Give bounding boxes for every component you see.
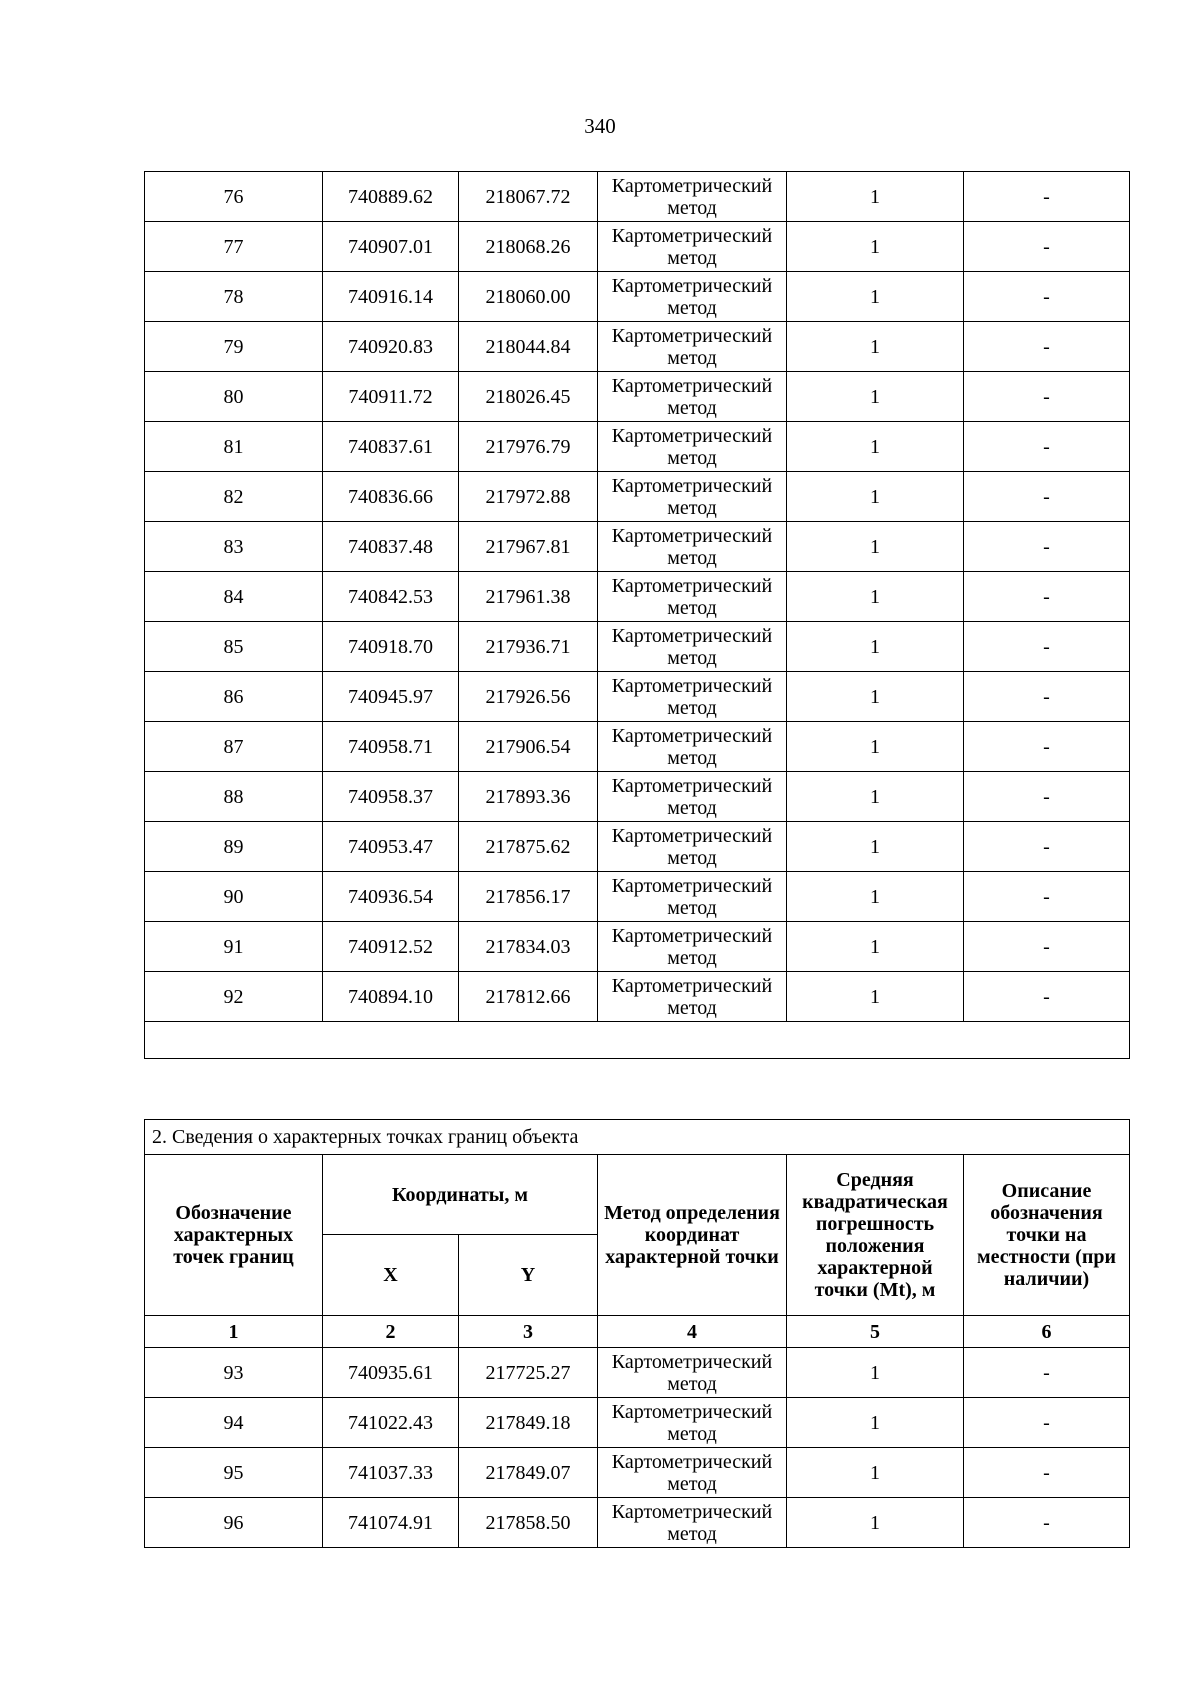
method-line: метод <box>667 296 717 319</box>
point-description: - <box>964 1348 1130 1398</box>
point-description: - <box>964 622 1130 672</box>
mean-error: 1 <box>787 272 964 322</box>
point-number: 86 <box>145 672 323 722</box>
table-row <box>145 672 1130 722</box>
point-number: 94 <box>145 1398 323 1448</box>
method-line: Картометрический <box>611 724 773 747</box>
column-number: 4 <box>598 1316 787 1348</box>
table-row <box>145 622 1130 672</box>
coordinate-x: 740958.37 <box>323 772 459 822</box>
coordinate-x: 740837.48 <box>323 522 459 572</box>
method-line: Картометрический <box>611 624 773 647</box>
coordinate-y: 217893.36 <box>459 772 598 822</box>
method <box>598 872 787 922</box>
point-number: 91 <box>145 922 323 972</box>
table-row <box>145 272 1130 322</box>
table-row <box>145 822 1130 872</box>
method-line: Картометрический <box>611 974 773 997</box>
method <box>598 522 787 572</box>
point-number: 77 <box>145 222 323 272</box>
coordinate-y: 218060.00 <box>459 272 598 322</box>
method-line: метод <box>667 696 717 719</box>
mean-error: 1 <box>787 922 964 972</box>
point-number: 96 <box>145 1498 323 1548</box>
table-row <box>145 1448 1130 1498</box>
method-line: метод <box>667 646 717 669</box>
coordinate-y: 217936.71 <box>459 622 598 672</box>
method <box>598 272 787 322</box>
method <box>598 1498 787 1548</box>
table-row <box>145 472 1130 522</box>
column-number: 2 <box>323 1316 459 1348</box>
coordinate-y: 217849.07 <box>459 1448 598 1498</box>
method-line: Картометрический <box>611 274 773 297</box>
coordinate-y: 217967.81 <box>459 522 598 572</box>
method-line: Картометрический <box>611 824 773 847</box>
mean-error: 1 <box>787 172 964 222</box>
point-number: 93 <box>145 1348 323 1398</box>
mean-error: 1 <box>787 322 964 372</box>
method-line: метод <box>667 446 717 469</box>
method <box>598 972 787 1022</box>
mean-error: 1 <box>787 1398 964 1448</box>
coordinate-y: 217976.79 <box>459 422 598 472</box>
method-line: Картометрический <box>611 424 773 447</box>
table-row <box>145 422 1130 472</box>
method-line: метод <box>667 896 717 919</box>
coordinate-x: 740958.71 <box>323 722 459 772</box>
point-description: - <box>964 1448 1130 1498</box>
point-number: 78 <box>145 272 323 322</box>
coordinate-x: 740916.14 <box>323 272 459 322</box>
empty-cell <box>145 1022 1130 1059</box>
method-line: Картометрический <box>611 924 773 947</box>
mean-error: 1 <box>787 522 964 572</box>
coordinate-x: 740936.54 <box>323 872 459 922</box>
mean-error: 1 <box>787 222 964 272</box>
mean-error: 1 <box>787 722 964 772</box>
coordinate-x: 740935.61 <box>323 1348 459 1398</box>
table-row <box>145 772 1130 822</box>
table-row <box>145 1498 1130 1548</box>
point-number: 85 <box>145 622 323 672</box>
coordinate-y: 217961.38 <box>459 572 598 622</box>
method <box>598 672 787 722</box>
coordinate-y: 217725.27 <box>459 1348 598 1398</box>
method-line: метод <box>667 496 717 519</box>
point-description: - <box>964 272 1130 322</box>
coordinates-table-continuation <box>144 171 1130 1059</box>
coordinate-y: 217856.17 <box>459 872 598 922</box>
header-designation: Обозначение характерных точек границ <box>145 1155 323 1316</box>
coordinate-x: 740907.01 <box>323 222 459 272</box>
table-row <box>145 372 1130 422</box>
table-row <box>145 1398 1130 1448</box>
method-line: метод <box>667 196 717 219</box>
point-description: - <box>964 872 1130 922</box>
method-line: Картометрический <box>611 574 773 597</box>
point-number: 84 <box>145 572 323 622</box>
mean-error: 1 <box>787 422 964 472</box>
method-line: Картометрический <box>611 374 773 397</box>
mean-error: 1 <box>787 572 964 622</box>
table-row <box>145 722 1130 772</box>
point-number: 79 <box>145 322 323 372</box>
point-description: - <box>964 222 1130 272</box>
method-line: Картометрический <box>611 174 773 197</box>
empty-row <box>145 1022 1130 1059</box>
mean-error: 1 <box>787 772 964 822</box>
method-line: Картометрический <box>611 1500 773 1523</box>
method <box>598 722 787 772</box>
method <box>598 172 787 222</box>
coordinate-x: 741022.43 <box>323 1398 459 1448</box>
mean-error: 1 <box>787 472 964 522</box>
method-line: метод <box>667 546 717 569</box>
method <box>598 572 787 622</box>
mean-error: 1 <box>787 1448 964 1498</box>
mean-error: 1 <box>787 622 964 672</box>
method <box>598 822 787 872</box>
point-description: - <box>964 422 1130 472</box>
method-line: метод <box>667 846 717 869</box>
column-number: 6 <box>964 1316 1130 1348</box>
method-line: метод <box>667 946 717 969</box>
table-body <box>145 172 1130 1059</box>
column-number: 3 <box>459 1316 598 1348</box>
coordinate-y: 217849.18 <box>459 1398 598 1448</box>
method-line: Картометрический <box>611 1350 773 1373</box>
table-row <box>145 572 1130 622</box>
coordinate-x: 741074.91 <box>323 1498 459 1548</box>
point-number: 95 <box>145 1448 323 1498</box>
point-description: - <box>964 522 1130 572</box>
coordinate-x: 740836.66 <box>323 472 459 522</box>
coordinate-y: 217906.54 <box>459 722 598 772</box>
method <box>598 772 787 822</box>
coordinate-x: 740894.10 <box>323 972 459 1022</box>
page-number: 340 <box>584 114 616 138</box>
coordinate-y: 217834.03 <box>459 922 598 972</box>
coordinate-y: 218068.26 <box>459 222 598 272</box>
point-number: 90 <box>145 872 323 922</box>
method <box>598 1348 787 1398</box>
method-line: метод <box>667 246 717 269</box>
mean-error: 1 <box>787 972 964 1022</box>
coordinate-x: 740945.97 <box>323 672 459 722</box>
table-row <box>145 522 1130 572</box>
coordinate-y: 218044.84 <box>459 322 598 372</box>
table-row <box>145 972 1130 1022</box>
point-description: - <box>964 1398 1130 1448</box>
method-line: Картометрический <box>611 1400 773 1423</box>
method-line: метод <box>667 996 717 1019</box>
method-line: Картометрический <box>611 1450 773 1473</box>
mean-error: 1 <box>787 372 964 422</box>
point-number: 80 <box>145 372 323 422</box>
method <box>598 422 787 472</box>
coordinate-x: 740953.47 <box>323 822 459 872</box>
point-description: - <box>964 372 1130 422</box>
point-description: - <box>964 172 1130 222</box>
coordinate-y: 217972.88 <box>459 472 598 522</box>
method-line: метод <box>667 746 717 769</box>
table-row <box>145 1348 1130 1398</box>
column-number: 1 <box>145 1316 323 1348</box>
boundary-points-table <box>144 1119 1130 1548</box>
coordinate-y: 217875.62 <box>459 822 598 872</box>
table-row <box>145 172 1130 222</box>
method-line: Картометрический <box>611 324 773 347</box>
coordinate-y: 218067.72 <box>459 172 598 222</box>
point-number: 88 <box>145 772 323 822</box>
point-description: - <box>964 772 1130 822</box>
method <box>598 922 787 972</box>
point-number: 82 <box>145 472 323 522</box>
method <box>598 472 787 522</box>
table-row <box>145 872 1130 922</box>
method <box>598 622 787 672</box>
mean-error: 1 <box>787 672 964 722</box>
method-line: метод <box>667 1422 717 1445</box>
method-line: Картометрический <box>611 674 773 697</box>
method-line: метод <box>667 1372 717 1395</box>
method-line: метод <box>667 1522 717 1545</box>
point-description: - <box>964 822 1130 872</box>
method-line: Картометрический <box>611 474 773 497</box>
method-line: метод <box>667 346 717 369</box>
coordinate-y: 218026.45 <box>459 372 598 422</box>
point-number: 89 <box>145 822 323 872</box>
point-description: - <box>964 1498 1130 1548</box>
table-row <box>145 922 1130 972</box>
point-number: 76 <box>145 172 323 222</box>
point-description: - <box>964 572 1130 622</box>
table-row <box>145 322 1130 372</box>
point-description: - <box>964 722 1130 772</box>
column-number: 5 <box>787 1316 964 1348</box>
method-line: Картометрический <box>611 774 773 797</box>
coordinate-x: 740912.52 <box>323 922 459 972</box>
coordinate-x: 740920.83 <box>323 322 459 372</box>
coordinate-x: 741037.33 <box>323 1448 459 1498</box>
method <box>598 322 787 372</box>
method-line: Картометрический <box>611 874 773 897</box>
table-row <box>145 222 1130 272</box>
point-description: - <box>964 972 1130 1022</box>
point-number: 87 <box>145 722 323 772</box>
coordinate-x: 740842.53 <box>323 572 459 622</box>
table-body <box>145 1348 1130 1548</box>
table-caption: 2. Сведения о характерных точках границ объекта <box>145 1120 1130 1155</box>
header-coordinates: Координаты, м <box>323 1155 598 1235</box>
method <box>598 372 787 422</box>
coordinate-x: 740911.72 <box>323 372 459 422</box>
point-description: - <box>964 472 1130 522</box>
header-description: Описание обозначения точки на местности (при наличии) <box>964 1155 1130 1316</box>
header-y: Y <box>459 1235 598 1316</box>
method-line: метод <box>667 596 717 619</box>
coordinate-x: 740837.61 <box>323 422 459 472</box>
method-line: Картометрический <box>611 224 773 247</box>
point-description: - <box>964 922 1130 972</box>
mean-error: 1 <box>787 822 964 872</box>
header-error: Средняя квадратическая погрешность положения характерной точки (Mt), м <box>787 1155 964 1316</box>
point-number: 92 <box>145 972 323 1022</box>
method <box>598 1398 787 1448</box>
method <box>598 1448 787 1498</box>
point-number: 83 <box>145 522 323 572</box>
coordinate-x: 740918.70 <box>323 622 459 672</box>
point-description: - <box>964 672 1130 722</box>
method-line: метод <box>667 396 717 419</box>
header-method: Метод определения координат характерной точки <box>598 1155 787 1316</box>
method-line: метод <box>667 796 717 819</box>
method <box>598 222 787 272</box>
column-numbers-row <box>145 1316 1130 1348</box>
mean-error: 1 <box>787 872 964 922</box>
mean-error: 1 <box>787 1498 964 1548</box>
mean-error: 1 <box>787 1348 964 1398</box>
point-number: 81 <box>145 422 323 472</box>
coordinate-x: 740889.62 <box>323 172 459 222</box>
method-line: метод <box>667 1472 717 1495</box>
method-line: Картометрический <box>611 524 773 547</box>
coordinate-y: 217812.66 <box>459 972 598 1022</box>
coordinate-y: 217926.56 <box>459 672 598 722</box>
coordinate-y: 217858.50 <box>459 1498 598 1548</box>
header-x: X <box>323 1235 459 1316</box>
point-description: - <box>964 322 1130 372</box>
